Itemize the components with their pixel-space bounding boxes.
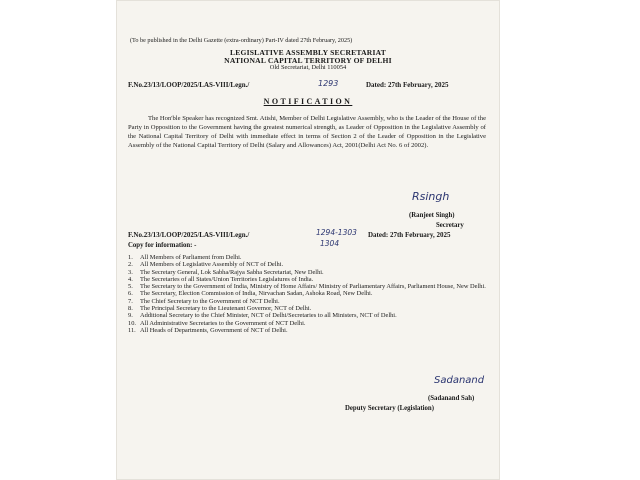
territory-heading: NATIONAL CAPITAL TERRITORY OF DELHI bbox=[224, 56, 392, 65]
notification-title: NOTIFICATION bbox=[263, 97, 353, 106]
list-item: 1. All Members of Parliament from Delhi. bbox=[128, 254, 242, 261]
copy-heading: Copy for information: - bbox=[128, 242, 197, 249]
list-item: 10. All Administrative Secretaries to the Government of NCT Delhi. bbox=[128, 319, 306, 327]
list-item: 2. All Members of Legislative Assembly of NCT of Delhi. bbox=[128, 261, 284, 269]
address-line: Old Secretariat, Delhi 110054 bbox=[269, 64, 347, 71]
deputy-secretary-name: (Sadanand Sah) bbox=[428, 395, 475, 402]
handwritten-serial-extra: 1304 bbox=[320, 239, 340, 248]
file-date: Dated: 27th February, 2025 bbox=[366, 81, 449, 89]
gazette-note: (To be published in the Delhi Gazette (extra-ordinary) Part-IV dated 27th February, 2025) bbox=[130, 37, 353, 44]
handwritten-serial: 1293 bbox=[318, 79, 339, 88]
handwritten-serial-range: 1294-1303 bbox=[316, 228, 357, 237]
deputy-secretary-designation: Deputy Secretary (Legislation) bbox=[345, 405, 434, 412]
copy-file-date: Dated: 27th February, 2025 bbox=[368, 231, 451, 239]
list-item: 8. The Principal Secretary to the Lieutenant Governor, NCT of Delhi. bbox=[128, 305, 312, 313]
list-item: 6. The Secretary, Election Commission of India, Nirvachan Sadan, Ashoka Road, New Delhi. bbox=[128, 290, 373, 298]
deputy-secretary-signature: Sadanand bbox=[434, 375, 485, 386]
list-item: 11. All Heads of Departments, Government of NCT of Delhi. bbox=[128, 326, 288, 334]
secretary-name: (Ranjeet Singh) bbox=[409, 212, 455, 219]
secretary-signature: Rsingh bbox=[412, 190, 450, 203]
list-item: 4. The Secretaries of all States/Union Territories Legislatures of India. bbox=[128, 275, 314, 283]
secretariat-heading: LEGISLATIVE ASSEMBLY SECRETARIAT bbox=[229, 48, 387, 57]
document-page bbox=[116, 0, 500, 480]
secretary-designation: Secretary bbox=[436, 222, 464, 229]
list-item: 7. The Chief Secretary to the Government of NCT Delhi. bbox=[128, 297, 280, 305]
file-number: F.No.23/13/LOOP/2025/LAS-VIII/Legn./ bbox=[128, 81, 250, 89]
copy-file-number: F.No.23/13/LOOP/2025/LAS-VIII/Legn./ bbox=[128, 231, 250, 239]
notification-body: The Hon'ble Speaker has recognized Smt. Atishi, Member of Delhi Legislative Assembly, who is the Leader of the House of the Party in Opposition to the Government having the greatest numerical strength, as Leader of Opposition in the Legislative Assembly of the National Capital Territory of Delhi with immediate effect in terms of Section 2 of the Leader of Opposition in the Legislative Assembly of the National Capital Territory of Delhi (Salary and Allowances) Act, 2001(Delhi Act No. 6 of 2002). bbox=[128, 115, 486, 149]
copy-list bbox=[128, 254, 490, 334]
list-item: 5. The Secretary to the Government of India, Ministry of Home Affairs/ Ministry of Parliamentary Affairs, Parliament House, New Delhi. bbox=[128, 283, 486, 291]
list-item: 9. Additional Secretary to the Chief Minister, NCT of Delhi/Secretaries to all Ministers, NCT of Delhi. bbox=[128, 312, 397, 320]
list-item: 3. The Secretary General, Lok Sabha/Rajya Sabha Secretariat, New Delhi. bbox=[128, 268, 324, 276]
